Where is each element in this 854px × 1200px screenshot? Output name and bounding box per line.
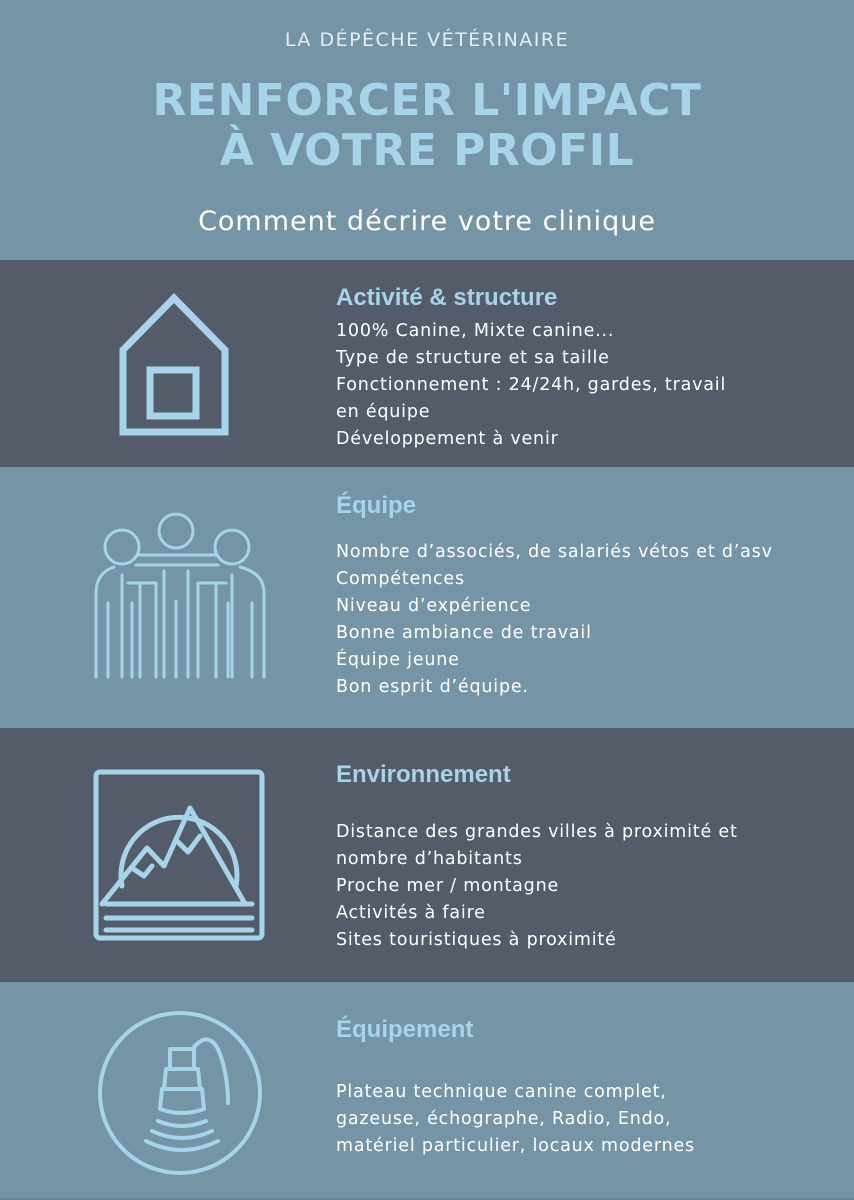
section-title: Équipe (336, 492, 417, 519)
title-line-1: RENFORCER L'IMPACT (152, 75, 702, 126)
section-lines (336, 819, 738, 954)
section-lines (336, 318, 726, 453)
section-title: Environnement (336, 761, 511, 788)
brand-name: LA DÉPÊCHE VÉTÉRINAIRE (284, 29, 570, 51)
list-item: Sites touristiques à proximité (336, 930, 617, 950)
mountain-landscape-icon (92, 768, 266, 942)
list-item: gazeuse, échographe, Radio, Endo, (336, 1109, 672, 1129)
list-item: Nombre d’associés, de salariés vétos et d’asv (336, 542, 773, 562)
section-lines (336, 539, 773, 701)
title-line-2: À VOTRE PROFIL (219, 125, 635, 176)
list-item: Plateau technique canine complet, (336, 1082, 667, 1102)
section-team (0, 467, 854, 728)
list-item: Bon esprit d’équipe. (336, 677, 529, 697)
ultrasound-probe-icon (96, 1009, 264, 1177)
list-item: Fonctionnement : 24/24h, gardes, travail (336, 375, 727, 395)
list-item: Proche mer / montagne (336, 876, 560, 896)
section-title: Activité & structure (336, 284, 558, 311)
team-icon (92, 511, 268, 681)
page-subtitle: Comment décrire votre clinique (198, 206, 656, 237)
list-item: Bonne ambiance de travail (336, 623, 592, 643)
list-item: Type de structure et sa taille (336, 348, 610, 368)
page-title (0, 76, 854, 176)
list-item: 100% Canine, Mixte canine... (336, 321, 615, 341)
list-item: Développement à venir (336, 429, 559, 449)
house-icon (118, 292, 230, 438)
list-item: Activités à faire (336, 903, 486, 923)
section-title: Équipement (336, 1016, 474, 1043)
header (0, 0, 854, 260)
list-item: matériel particulier, locaux modernes (336, 1136, 695, 1156)
section-equipment (0, 982, 854, 1200)
section-lines (336, 1079, 695, 1160)
section-environment (0, 728, 854, 982)
list-item: Distance des grandes villes à proximité et (336, 822, 738, 842)
list-item: en équipe (336, 402, 431, 422)
list-item: Compétences (336, 569, 465, 589)
list-item: Niveau d’expérience (336, 596, 532, 616)
section-activity-structure (0, 260, 854, 467)
list-item: nombre d’habitants (336, 849, 523, 869)
list-item: Équipe jeune (336, 650, 460, 670)
